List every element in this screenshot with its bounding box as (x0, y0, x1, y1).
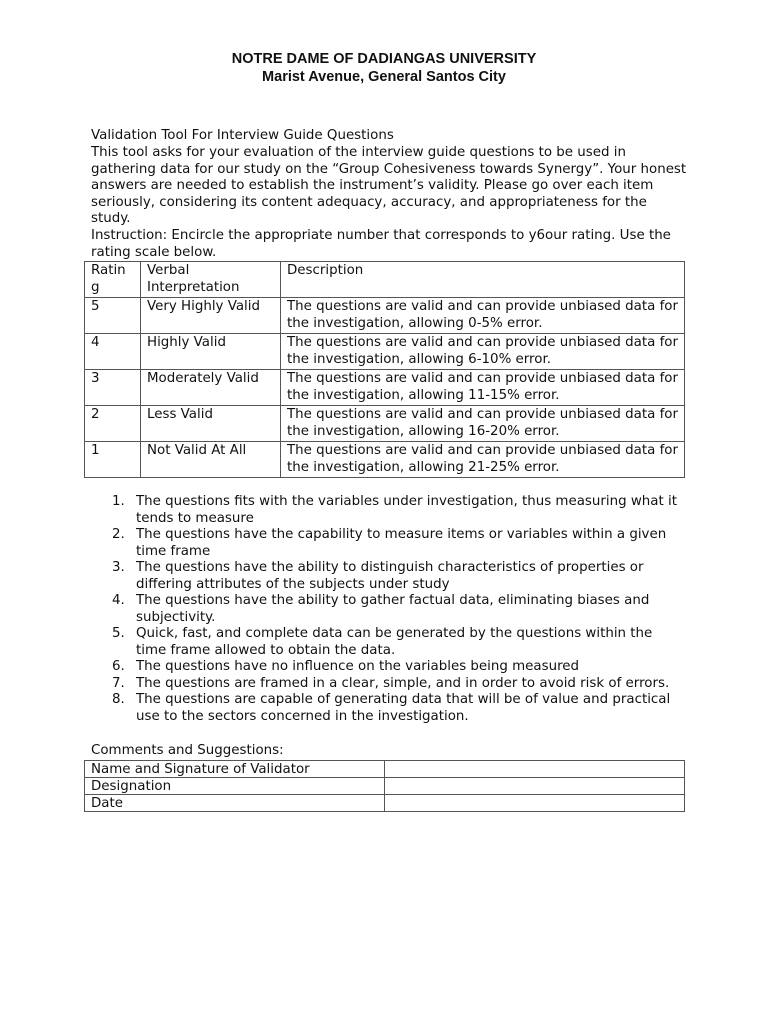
rating-description: The questions are valid and can provide unbiased data for the investigation, allowing 6-10% error. (281, 334, 685, 370)
criteria-text: The questions have the ability to gather factual data, eliminating biases and subjectivity. (136, 593, 650, 625)
rating-verbal: Very Highly Valid (141, 298, 281, 334)
criteria-item (98, 692, 678, 725)
rating-value: 5 (85, 298, 141, 334)
criteria-item (98, 659, 678, 676)
university-address: Marist Avenue, General Santos City (262, 69, 506, 85)
criteria-number: 6. (112, 659, 125, 674)
comments-label: Comments and Suggestions: (91, 743, 284, 758)
validator-label: Designation (85, 778, 385, 795)
rating-description: The questions are valid and can provide unbiased data for the investigation, allowing 16-20% error. (281, 406, 685, 442)
criteria-number: 1. (112, 494, 125, 509)
rating-description: The questions are valid and can provide unbiased data for the investigation, allowing 11-15% error. (281, 370, 685, 406)
header-rating: Ratin g (85, 262, 141, 298)
header-description: Description (281, 262, 685, 298)
rating-scale-table (84, 261, 685, 478)
rating-row (85, 442, 685, 478)
criteria-number: 5. (112, 626, 125, 641)
criteria-number: 4. (112, 593, 125, 608)
validator-value (385, 795, 685, 812)
validator-row (85, 761, 685, 778)
validator-value (385, 761, 685, 778)
criteria-number: 7. (112, 675, 125, 691)
criteria-text: The questions fits with the variables under investigation, thus measuring what it tends to measure (136, 494, 677, 526)
criteria-item (98, 527, 678, 560)
criteria-text: The questions are capable of generating data that will be of value and practical use to the sectors concerned in the investigation. (136, 692, 671, 724)
rating-value: 2 (85, 406, 141, 442)
criteria-text: The questions have the capability to measure items or variables within a given time frame (136, 527, 667, 559)
criteria-text: Quick, fast, and complete data can be generated by the questions within the time frame allowed to obtain the data. (136, 626, 653, 658)
rating-verbal: Less Valid (141, 406, 281, 442)
instruction-paragraph: Instruction: Encircle the appropriate number that corresponds to y6our rating. Use the rating scale below. (91, 228, 671, 260)
criteria-text: The questions have no influence on the variables being measured (136, 659, 580, 674)
rating-row (85, 334, 685, 370)
criteria-number: 3. (112, 560, 125, 575)
criteria-item (98, 560, 678, 593)
rating-value: 3 (85, 370, 141, 406)
validator-value (385, 778, 685, 795)
rating-value: 1 (85, 442, 141, 478)
rating-description: The questions are valid and can provide unbiased data for the investigation, allowing 21-25% error. (281, 442, 685, 478)
validator-label: Date (85, 795, 385, 812)
university-name: NOTRE DAME OF DADIANGAS UNIVERSITY (231, 51, 537, 67)
intro-paragraph: This tool asks for your evaluation of the interview guide questions to be used in gathering data for our study on the “Group Cohesiveness towards Synergy”. Your honest answers are needed to establish the instrument’s validity. Please go over each item seriously, considering its content adequacy, accuracy, and appropriateness for the study. (91, 145, 687, 226)
criteria-number: 2. (112, 527, 125, 542)
header-verbal: Verbal Interpretation (141, 262, 281, 298)
rating-value: 4 (85, 334, 141, 370)
rating-row (85, 298, 685, 334)
rating-verbal: Moderately Valid (141, 370, 281, 406)
criteria-text: The questions have the ability to distinguish characteristics of properties or differing attributes of the subjects under study (136, 560, 644, 592)
criteria-item (98, 593, 678, 626)
tool-title: Validation Tool For Interview Guide Questions (91, 128, 394, 143)
validator-row (85, 778, 685, 795)
validator-row (85, 795, 685, 812)
criteria-item (98, 494, 678, 527)
rating-description: The questions are valid and can provide unbiased data for the investigation, allowing 0-5% error. (281, 298, 685, 334)
criteria-number: 8. (112, 692, 125, 707)
criteria-item (98, 626, 678, 659)
criteria-item (98, 676, 678, 693)
validator-label: Name and Signature of Validator (85, 761, 385, 778)
rating-verbal: Highly Valid (141, 334, 281, 370)
rating-row (85, 406, 685, 442)
rating-table-header (85, 262, 685, 298)
validator-table (84, 760, 685, 812)
rating-verbal: Not Valid At All (141, 442, 281, 478)
criteria-list (98, 494, 678, 725)
criteria-text: The questions are framed in a clear, simple, and in order to avoid risk of errors. (136, 675, 670, 691)
rating-row (85, 370, 685, 406)
